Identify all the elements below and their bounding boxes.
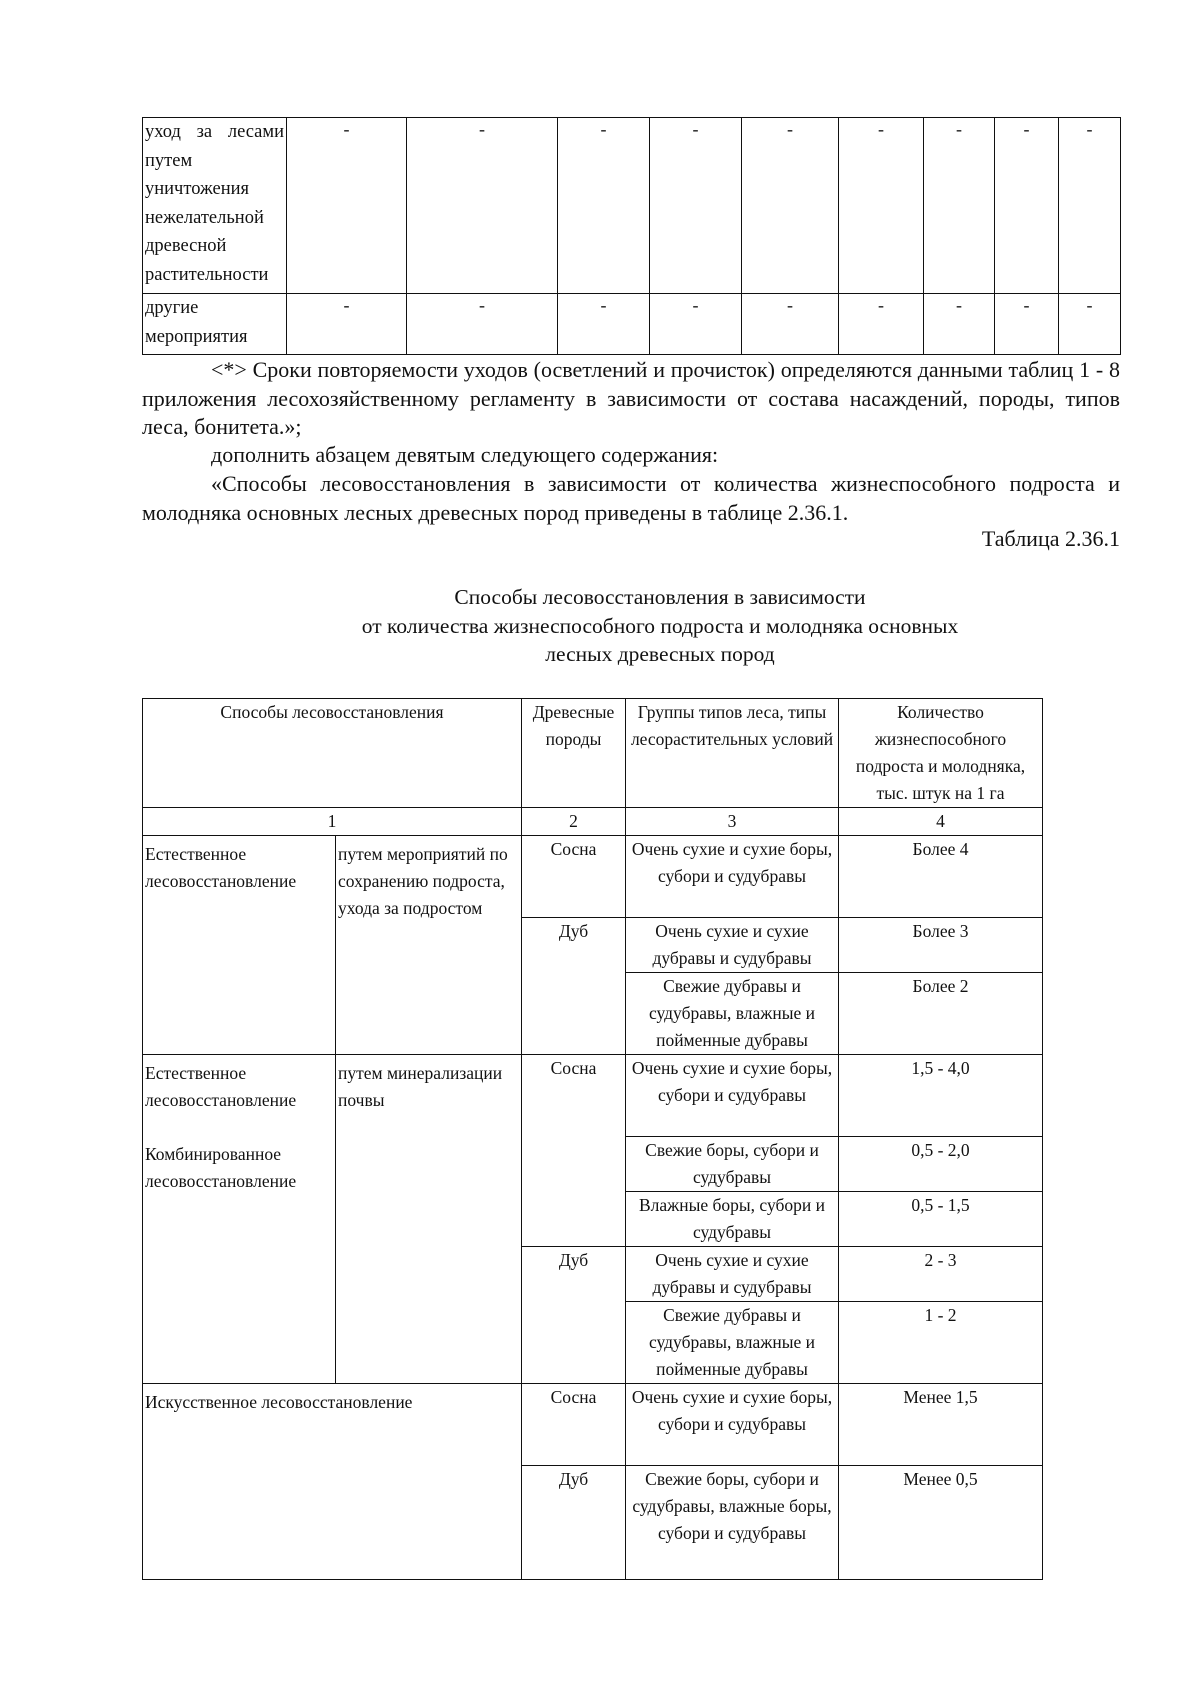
header-amount: Количество жизнеспособного подроста и молодняка, тыс. штук на 1 га xyxy=(839,699,1043,808)
conditions-cell: Очень сухие и сухие боры, субори и судубравы xyxy=(626,836,839,918)
means-cell: путем минерализации почвы xyxy=(336,1055,522,1384)
amount-cell: Более 3 xyxy=(839,918,1043,973)
title-line: от количества жизнеспособного подроста и молодняка основных xyxy=(361,613,959,638)
cell: - xyxy=(287,118,407,294)
conditions-cell: Очень сухие и сухие дубравы и судубравы xyxy=(626,918,839,973)
cell: - xyxy=(995,118,1059,294)
reforestation-table xyxy=(142,698,1043,1580)
conditions-cell: Очень сухие и сухие боры, субори и судубравы xyxy=(626,1055,839,1137)
method-natural: Естественное лесовосстановление xyxy=(145,1063,297,1110)
header-row xyxy=(143,699,1043,808)
amount-cell: Менее 1,5 xyxy=(839,1384,1043,1466)
cell: - xyxy=(287,294,407,355)
amount-cell: 2 - 3 xyxy=(839,1247,1043,1302)
cell: - xyxy=(742,118,839,294)
title-line: Способы лесовосстановления в зависимости xyxy=(454,585,866,609)
cell: - xyxy=(839,294,924,355)
method-cell: Естественное лесовосстановление xyxy=(143,836,336,1055)
cell: - xyxy=(839,118,924,294)
row-label: уход за лесами путем уничтожения нежелательной древесной растительности xyxy=(143,118,287,294)
species-cell: Дуб xyxy=(522,1247,626,1384)
cell: - xyxy=(558,118,650,294)
table-title xyxy=(260,583,1060,669)
cell: - xyxy=(650,294,742,355)
amount-cell: 0,5 - 2,0 xyxy=(839,1137,1043,1192)
col-number: 2 xyxy=(522,808,626,836)
table-row xyxy=(143,294,1121,355)
method-combined: Комбинированное лесовосстановление xyxy=(145,1144,297,1191)
header-species: Древесные породы xyxy=(522,699,626,808)
table-row xyxy=(143,1055,1043,1137)
continued-table xyxy=(142,117,1121,355)
species-cell: Дуб xyxy=(522,1466,626,1580)
conditions-cell: Свежие дубравы и судубравы, влажные и пойменные дубравы xyxy=(626,973,839,1055)
method-cell xyxy=(143,1055,336,1384)
cell: - xyxy=(407,294,558,355)
species-cell: Сосна xyxy=(522,836,626,918)
footnote-paragraph: <*> Сроки повторяемости уходов (осветлений и прочисток) определяются данными таблиц 1 - 8 приложения лесохозяйственному регламенту в зависимости от состава насаждений, породы, типов леса, бонитета.»; xyxy=(142,357,1120,439)
header-methods: Способы лесовосстановления xyxy=(143,699,522,808)
amount-cell: 0,5 - 1,5 xyxy=(839,1192,1043,1247)
col-number: 4 xyxy=(839,808,1043,836)
table-row xyxy=(143,118,1121,294)
cell: - xyxy=(558,294,650,355)
cell: - xyxy=(742,294,839,355)
species-cell: Сосна xyxy=(522,1384,626,1466)
header-conditions: Группы типов леса, типы лесорастительных условий xyxy=(626,699,839,808)
species-cell: Сосна xyxy=(522,1055,626,1247)
amount-cell: 1 - 2 xyxy=(839,1302,1043,1384)
cell: - xyxy=(1059,118,1121,294)
row-label: другие мероприятия xyxy=(143,294,287,355)
conditions-cell: Свежие дубравы и судубравы, влажные и пойменные дубравы xyxy=(626,1302,839,1384)
amount-cell: Более 4 xyxy=(839,836,1043,918)
col-number: 3 xyxy=(626,808,839,836)
cell: - xyxy=(650,118,742,294)
table-caption: Таблица 2.36.1 xyxy=(981,526,1120,551)
amendment-paragraph: дополнить абзацем девятым следующего содержания: xyxy=(211,442,719,467)
conditions-cell: Очень сухие и сухие боры, субори и судубравы xyxy=(626,1384,839,1466)
col-number: 1 xyxy=(143,808,522,836)
quote-paragraph: «Способы лесовосстановления в зависимости от количества жизнеспособного подроста и молодняка основных лесных древесных пород приведены в таблице 2.36.1. xyxy=(142,471,1120,525)
conditions-cell: Очень сухие и сухие дубравы и судубравы xyxy=(626,1247,839,1302)
means-cell: путем мероприятий по сохранению подроста, ухода за подростом xyxy=(336,836,522,1055)
conditions-cell: Влажные боры, субори и судубравы xyxy=(626,1192,839,1247)
cell: - xyxy=(924,294,995,355)
conditions-cell: Свежие боры, субори и судубравы xyxy=(626,1137,839,1192)
cell: - xyxy=(924,118,995,294)
cell: - xyxy=(995,294,1059,355)
number-row xyxy=(143,808,1043,836)
species-cell: Дуб xyxy=(522,918,626,1055)
amount-cell: Более 2 xyxy=(839,973,1043,1055)
table-row xyxy=(143,836,1043,918)
cell: - xyxy=(1059,294,1121,355)
amount-cell: Менее 0,5 xyxy=(839,1466,1043,1580)
method-cell: Искусственное лесовосстановление xyxy=(143,1384,522,1580)
cell: - xyxy=(407,118,558,294)
amount-cell: 1,5 - 4,0 xyxy=(839,1055,1043,1137)
title-line: лесных древесных пород xyxy=(545,642,775,666)
table-row xyxy=(143,1384,1043,1466)
conditions-cell: Свежие боры, субори и судубравы, влажные боры, субори и судубравы xyxy=(626,1466,839,1580)
